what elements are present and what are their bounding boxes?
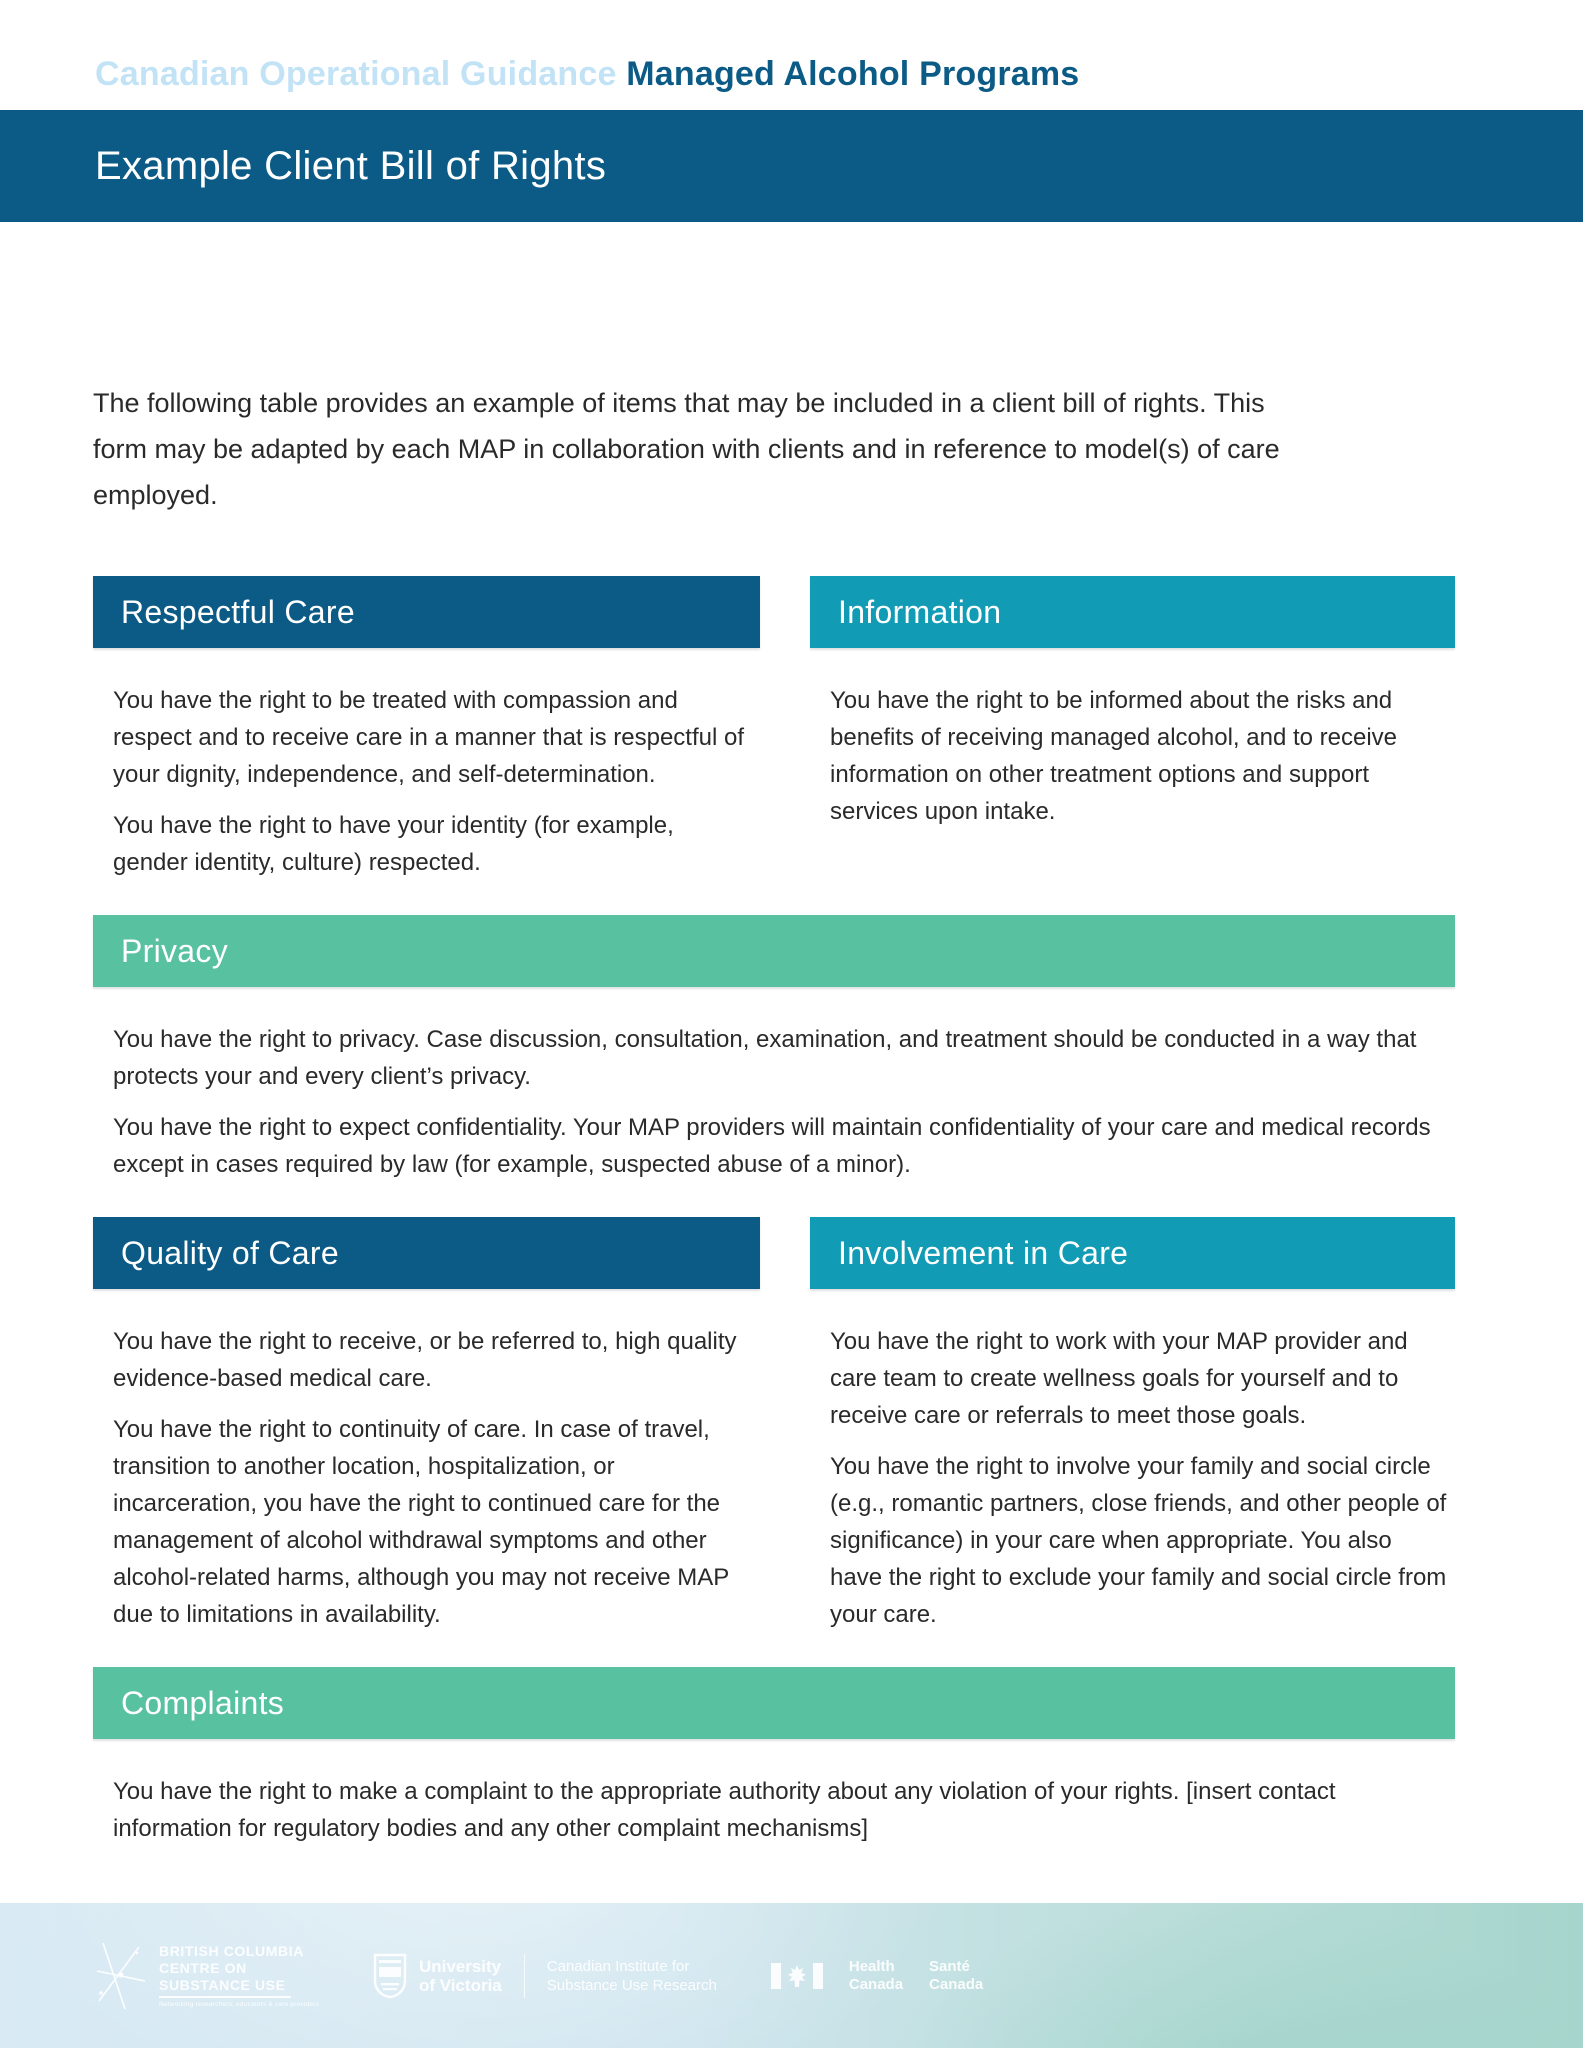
section-body bbox=[93, 1773, 1455, 1847]
section-title: Information bbox=[838, 593, 1002, 630]
bccsu-logo bbox=[95, 1941, 319, 2011]
section-header-complaints bbox=[93, 1667, 1455, 1739]
bccsu-line-3: SUBSTANCE USE bbox=[159, 1977, 291, 1998]
section-respectful-care bbox=[93, 576, 760, 881]
intro-paragraph: The following table provides an example of items that may be included in a client bill of rights. This form may be adapted by each MAP in collaboration with clients and in reference to model(s) of care employed. bbox=[93, 388, 1280, 510]
section-paragraph: You have the right to continuity of care. In case of travel, transition to another location, hospitalization, or incarceration, you have the right to continued care for the management of alcohol withdrawal symptoms and other alcohol-related harms, although you may not receive MAP due to limitations in availability. bbox=[113, 1416, 729, 1628]
bccsu-tagline: Networking researchers, educators & care providers bbox=[159, 2001, 319, 2008]
health-canada-fr-text bbox=[929, 1958, 983, 1994]
uvic-shield-icon bbox=[373, 1953, 407, 1999]
uvic-cisur-logo bbox=[373, 1953, 717, 1999]
cisur-line-1: Canadian Institute for bbox=[546, 1957, 690, 1975]
bccsu-line-1: BRITISH COLUMBIA bbox=[159, 1943, 304, 1959]
footer-logo-band bbox=[0, 1903, 1583, 2048]
logo-divider bbox=[524, 1954, 525, 1998]
partner-logos bbox=[95, 1941, 983, 2011]
section-body bbox=[810, 682, 1455, 830]
document-body bbox=[0, 222, 1583, 1847]
section-body bbox=[93, 682, 760, 881]
section-paragraph: You have the right to be informed about the risks and benefits of receiving managed alcohol, and to receive information on other treatment options and support services upon intake. bbox=[830, 687, 1398, 825]
section-paragraph: You have the right to involve your family and social circle (e.g., romantic partners, close friends, and other people of significance) in your care when appropriate. You also have the right to exclude your family and social circle from your care. bbox=[830, 1453, 1447, 1628]
section-header-information bbox=[810, 576, 1455, 648]
section-paragraph: You have the right to privacy. Case discussion, consultation, examination, and treatment should be conducted in a way that protects your and every client’s privacy. bbox=[113, 1026, 1417, 1090]
section-title: Involvement in Care bbox=[838, 1234, 1129, 1271]
section-title: Complaints bbox=[121, 1684, 285, 1721]
section-involvement-in-care bbox=[810, 1217, 1455, 1633]
page-title: Example Client Bill of Rights bbox=[95, 143, 607, 188]
uvic-name-line-1: University bbox=[418, 1956, 502, 1976]
section-body bbox=[810, 1323, 1455, 1633]
section-row-2 bbox=[93, 1217, 1455, 1633]
document-eyebrow-header bbox=[0, 0, 1583, 110]
section-body bbox=[93, 1021, 1455, 1183]
section-title: Respectful Care bbox=[121, 593, 355, 630]
section-header-quality-of-care bbox=[93, 1217, 760, 1289]
health-canada-fr-line-2: Canada bbox=[929, 1975, 984, 1993]
health-canada-en-line-1: Health bbox=[848, 1957, 895, 1975]
cisur-line-2: Substance Use Research bbox=[546, 1976, 717, 1994]
bccsu-line-2: CENTRE ON bbox=[159, 1960, 247, 1976]
section-quality-of-care bbox=[93, 1217, 760, 1633]
section-paragraph: You have the right to have your identity (for example, gender identity, culture) respected. bbox=[113, 812, 674, 876]
uvic-logo-text bbox=[419, 1957, 502, 1995]
health-canada-fr-line-1: Santé bbox=[929, 1957, 970, 1975]
section-privacy bbox=[93, 915, 1455, 1183]
section-paragraph: You have the right to make a complaint to the appropriate authority about any violation of your rights. [insert contact information for regulatory bodies and any other complaint mechanisms] bbox=[113, 1778, 1336, 1842]
section-paragraph: You have the right to receive, or be referred to, high quality evidence-based medical care. bbox=[113, 1328, 737, 1392]
eyebrow-title-light: Canadian Operational Guidance bbox=[95, 55, 617, 93]
section-information bbox=[810, 576, 1455, 830]
section-paragraph: You have the right to be treated with compassion and respect and to receive care in a manner that is respectful of your dignity, independence, and self-determination. bbox=[113, 687, 744, 788]
section-complaints bbox=[93, 1667, 1455, 1847]
eyebrow-title-dark: Managed Alcohol Programs bbox=[626, 55, 1080, 93]
section-header-respectful-care bbox=[93, 576, 760, 648]
section-paragraph: You have the right to work with your MAP provider and care team to create wellness goals for yourself and to receive care or referrals to meet those goals. bbox=[830, 1328, 1408, 1429]
bccsu-compass-icon bbox=[95, 1941, 147, 2011]
section-body bbox=[93, 1323, 760, 1633]
canada-flag-icon bbox=[771, 1963, 823, 1989]
health-canada-logo bbox=[771, 1958, 983, 1994]
cisur-logo-text bbox=[547, 1957, 717, 1995]
section-title: Privacy bbox=[121, 932, 229, 969]
uvic-name-line-2: of Victoria bbox=[418, 1975, 502, 1995]
eyebrow-title bbox=[95, 55, 1079, 94]
section-title: Quality of Care bbox=[121, 1234, 339, 1271]
section-paragraph: You have the right to expect confidentiality. Your MAP providers will maintain confidentiality of your care and medical records except in cases required by law (for example, suspected abuse of a minor). bbox=[113, 1114, 1431, 1178]
bccsu-logo-text bbox=[159, 1943, 319, 2008]
health-canada-en-text bbox=[849, 1958, 903, 1994]
section-header-privacy bbox=[93, 915, 1455, 987]
title-banner bbox=[0, 110, 1583, 222]
section-row-1 bbox=[93, 576, 1455, 881]
health-canada-en-line-2: Canada bbox=[848, 1975, 904, 1993]
section-header-involvement-in-care bbox=[810, 1217, 1455, 1289]
